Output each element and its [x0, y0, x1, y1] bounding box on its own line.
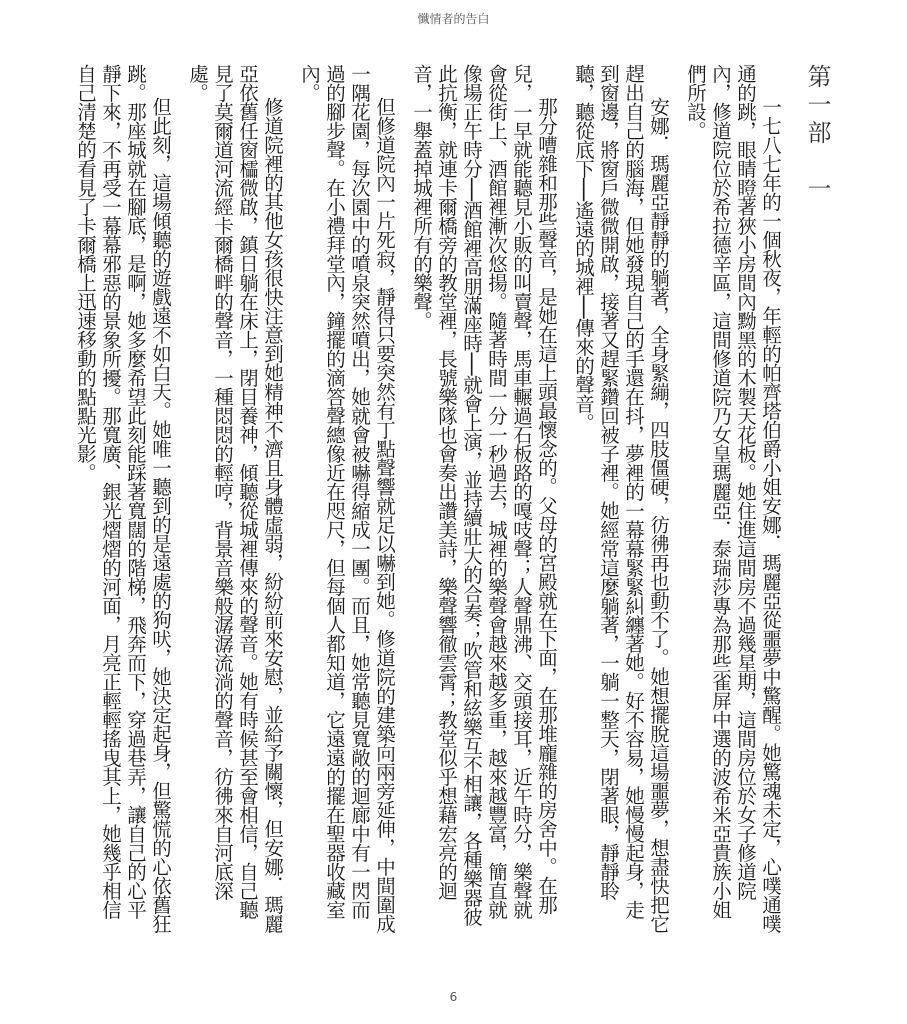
paragraph-4: 但修道院內一片死寂，靜得只要突然有丁點聲響就足以嚇到她。修道院的建築向兩旁延伸，中間圍成一隅花園，每次園中的噴泉突然噴出，她就會被嚇得縮成一團。而且，她常聽見寬敞的迴廊中有一閃而過的腳步聲。在小禮拜堂內，鐘擺的滴答聲總像近在咫尺，但每個人都知道，它遠遠的擺在聖器收藏室內。: [298, 64, 396, 934]
page-number: 6: [449, 990, 458, 1004]
running-header: 懺情者的告白: [417, 12, 490, 26]
chapter-heading: 第一部 一: [803, 64, 831, 204]
paragraph-3: 那分嘈雜和那些聲音，是她在這上頭最懷念的。父母的宮殿就在下面，在那堆龐雜的房舍中。在那兒，一早就能聽見小販的叫賣聲，馬車輾過石板路的嘎吱聲；人聲鼎沸、交頭接耳，近午時分，樂聲就會從街上、酒館裡漸次悠揚。隨著時間一分一秒過去，城裡的樂聲會越來越多重，越來越豐富，簡直就像場正午時分──酒館裡高朋滿座時──就會上演，並持續壯大的合奏；吹管和絃樂互不相讓，各種樂器彼此抗衡，就連卡爾橋旁的教堂裡，長號樂隊也會奏出讚美詩，樂聲響徹雲霄；教堂似乎想藉宏亮的迴音，一舉蓋掉城裡所有的樂聲。: [410, 64, 558, 926]
paragraph-2: 安娜．瑪麗亞靜靜的躺著，全身緊繃，四肢僵硬，彷彿再也動不了。她想擺脫這場噩夢，想盡快把它趕出自己的腦海，但她發現自己的手還在抖，夢裡的一幕幕緊緊糾纏著她。好不容易，她慢慢起身，走到窗邊，將窗戶微微開啟，接著又趕緊鑽回被子裡。她經常這麼躺著，一躺一整天，閉著眼，靜靜聆聽，聽從底下──遙遠的城裡──傳來的聲音。: [572, 64, 670, 934]
paragraph-1: 一七八七年的一個秋夜，年輕的帕齊塔伯爵小姐安娜．瑪麗亞從噩夢中驚醒。她驚魂未定，心噗通噗通的跳，眼睛瞪著狹小房間內黝黑的木製天花板。她住進這間房不過幾星期，這間房位於女子修道院內，修道院位於希拉德辛區，這間修道院乃女皇瑪麗亞．泰瑞莎專為那些雀屏中選的波希米亞貴族小姐們所設。: [684, 64, 782, 934]
body-text: [63, 64, 783, 934]
paragraph-5: 修道院裡的其他女孩很快注意到她精神不濟且身體虛弱，紛紛前來安慰，並給予關懷，但安娜．瑪麗亞依舊任窗櫺微啟，鎮日躺在床上，閉目養神，傾聽從城裡傳來的聲音。她有時候甚至會相信，自己聽見了莫爾道河流經卡爾橋畔的聲音，一種悶悶的輕哼，背景音樂般潺潺流淌的聲音，彷彿來自河底深處。: [186, 64, 284, 934]
paragraph-6: 但此刻，這場傾聽的遊戲遠不如白天。她唯一聽到的是遠處的狗吠，她決定起身，但驚慌的心依舊狂跳。那座城就在腳底，是啊，她多麼希望此刻能踩著寬闊的階梯，飛奔而下，穿過巷弄，讓自己的心平靜下來，不再受一幕幕邪惡的景象所擾。那寬廣、銀光熠熠的河面，月亮正輕輕搖曳其上，她幾乎相信自己清楚的看見了卡爾橋上迅速移動的點點光影。: [74, 64, 172, 934]
